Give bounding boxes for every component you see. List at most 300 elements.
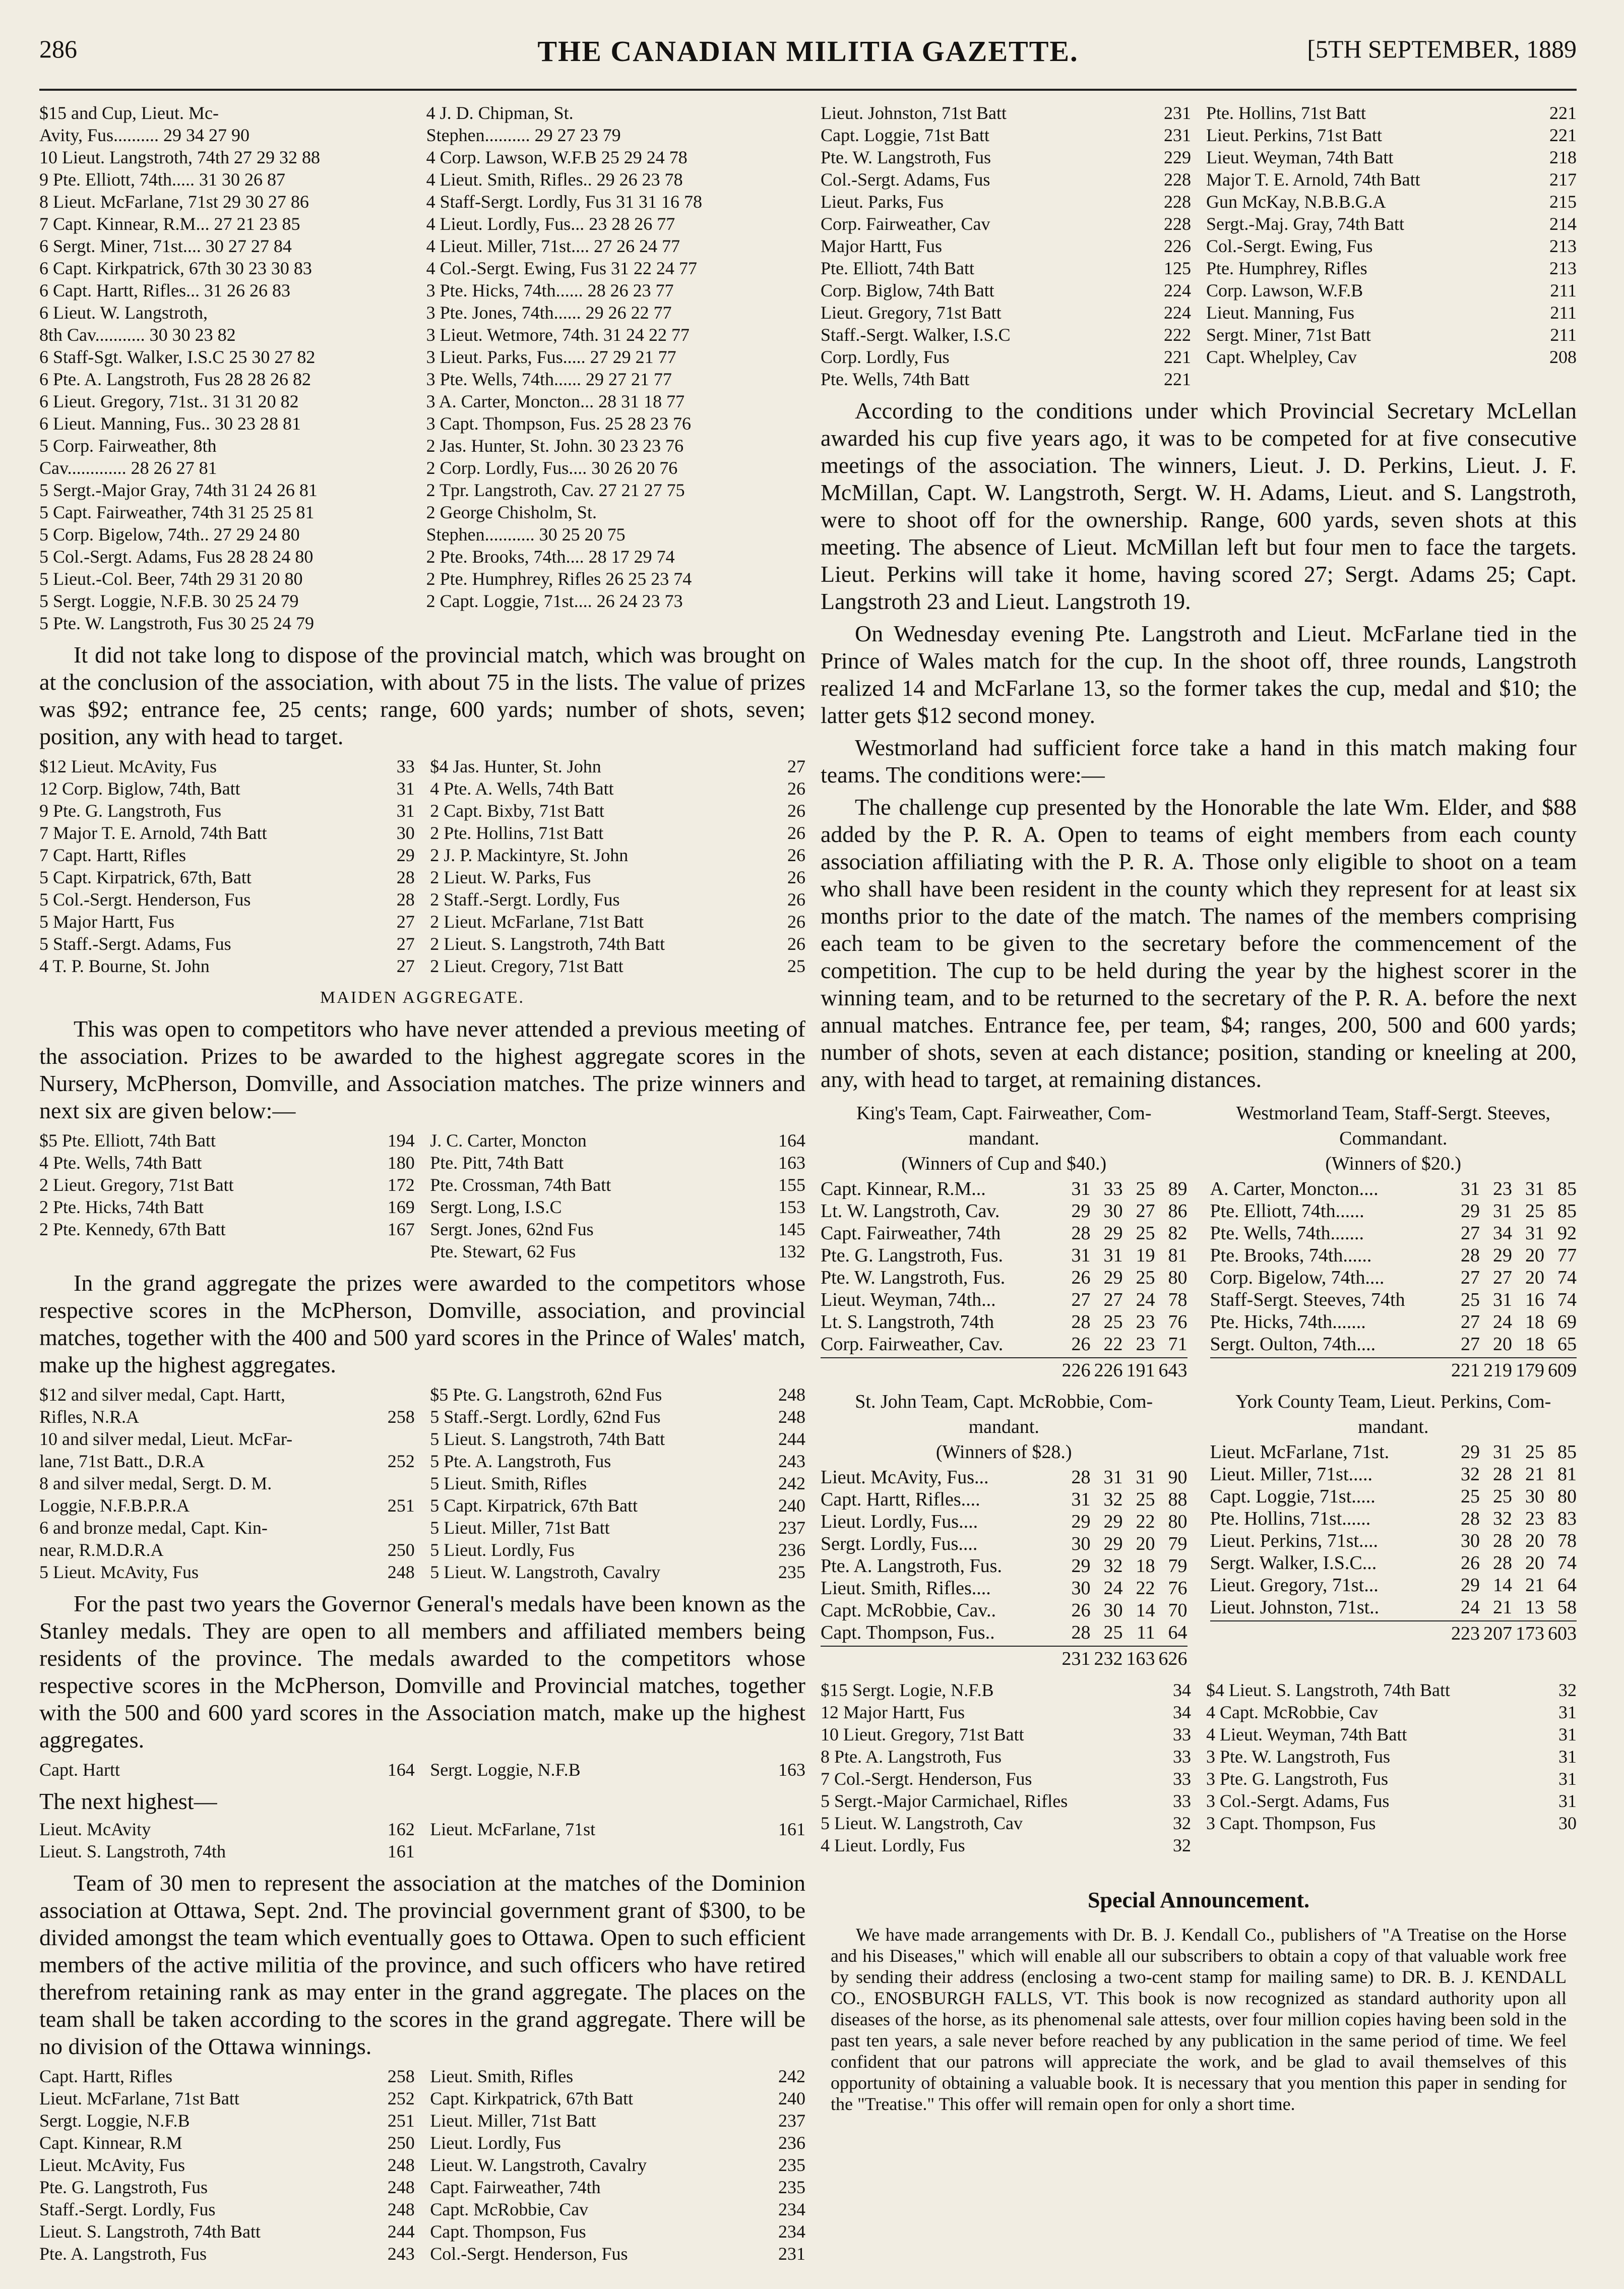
stanley-medals-paragraph: For the past two years the Governor General's medals have been known as the Stanley medals. They are open to all members and affiliated members being residents of the province. The medals awarded to the competitors whose respective scores in the McPherson, Domville and Provincial matches, together with the 500 and 600 yard scores in the Association match, make up the highest aggregates. [39,1591,805,1753]
entry-name: 5 Major Hartt, Fus [39,912,174,932]
entry-score: 228 [1164,214,1191,234]
team-score: 24 [1461,1597,1480,1618]
team-row [1210,1222,1577,1244]
entry-score: 248 [778,1407,805,1427]
team-row [1210,1596,1577,1618]
team-score: 27 [1103,1289,1123,1310]
list-item [1206,191,1577,213]
list-item: 2 Corp. Lordly, Fus.... 30 26 20 76 [426,458,678,478]
team-member-name: Pte. W. Langstroth, Fus. [821,1267,1006,1288]
entry-score: 32 [1558,1680,1577,1700]
list-item [39,2065,415,2087]
list-item [39,2110,415,2132]
team-score: 28 [1071,1467,1091,1488]
entry-score: 33 [1173,1791,1191,1811]
entry-name: 4 Capt. McRobbie, Cav [1206,1702,1378,1722]
entry-score: 217 [1549,169,1577,190]
maiden-aggregate-paragraph: This was open to competitors who have never attended a previous meeting of the association. Prizes to be awarded to the highest aggregate scores in the Nursery, McPherson, Domville, and Association matches. The prize winners and next six are given below:— [39,1016,805,1123]
team-member-name: Pte. Brooks, 74th...... [1210,1245,1372,1266]
list-item [39,755,415,777]
match-results-list-right [1206,1679,1577,1856]
team-score: 33 [1103,1178,1123,1199]
entry-name: Lieut. Smith, Rifles [430,2066,574,2086]
entry-score: 34 [1173,1680,1191,1700]
team-member-name: Lieut. Johnston, 71st.. [1210,1597,1380,1618]
list-item [39,1383,415,1406]
team-score: 20 [1136,1533,1155,1554]
aggregate-continued [821,102,1577,390]
team-score: 29 [1103,1267,1123,1288]
team-score: 19 [1136,1245,1155,1266]
entry-score: 28 [396,889,415,910]
entry-name: 3 Pte. W. Langstroth, Fus [1206,1746,1391,1767]
list-item [1206,168,1577,191]
list-item [430,2220,805,2243]
team-score: 85 [1557,1178,1577,1199]
entry-name: 12 Corp. Biglow, 74th, Batt [39,778,240,799]
entry-name: Lieut. Manning, Fus [1206,303,1354,323]
entry-score: 26 [787,889,805,910]
team-score: 65 [1557,1334,1577,1355]
entry-score: 164 [778,1130,805,1151]
team-score: 23 [1493,1178,1512,1199]
list-item [39,1450,415,1472]
list-item: 2 Pte. Humphrey, Rifles 26 25 23 74 [426,569,692,589]
list-item: 4 Lieut. Lordly, Fus... 23 28 26 77 [426,214,675,234]
entry-score: 242 [778,2066,805,2086]
team-row [821,1178,1188,1200]
list-item [430,755,805,777]
list-item: 3 A. Carter, Moncton... 28 31 18 77 [426,391,685,411]
team-score: 25 [1136,1267,1155,1288]
aggregate-continued-right [1206,102,1577,390]
column-right [821,99,1577,2115]
entry-name: Capt. Hartt [39,1760,120,1780]
list-item [430,844,805,866]
entry-name: Pte. Crossman, 74th Batt [430,1175,611,1195]
entry-score: 244 [778,1429,805,1449]
entry-score: 224 [1164,303,1191,323]
entry-score: 33 [1173,1769,1191,1789]
list-item [430,2154,805,2176]
team-score: 30 [1525,1486,1544,1507]
list-item [430,2132,805,2154]
list-item [39,1561,415,1583]
list-item: 2 George Chisholm, St. [426,502,597,522]
team-score: 58 [1557,1597,1577,1618]
list-item [430,1561,805,1583]
maiden-results [39,1129,805,1262]
team-score: 29 [1103,1533,1123,1554]
entry-name: 2 Lieut. S. Langstroth, 74th Batt [430,934,665,954]
entry-name: 5 Lieut. Miller, 71st Batt [430,1518,610,1538]
team-score: 32 [1461,1464,1480,1485]
list-item [821,168,1191,191]
list-item [821,368,1191,390]
entry-score: 31 [1558,1769,1577,1789]
entry-score: 33 [396,756,415,776]
team-score: 76 [1168,1578,1188,1599]
list-item: 8 Lieut. McFarlane, 71st 29 30 27 86 [39,192,309,212]
entry-name: Lieut. Perkins, 71st Batt [1206,125,1382,145]
next-highest-label: The next highest— [39,1788,217,1814]
entry-score: 163 [778,1153,805,1173]
team-heading: mandant. [968,1128,1039,1149]
team-member-name: Pte. Hollins, 71st...... [1210,1508,1371,1529]
list-item [39,1196,415,1218]
entry-score: 180 [387,1153,415,1173]
list-item [39,1472,415,1494]
team-score: 24 [1493,1311,1512,1333]
list-item: 5 Pte. W. Langstroth, Fus 30 25 24 79 [39,613,315,633]
entry-score: 213 [1549,258,1577,278]
list-item [1206,279,1577,302]
entry-name: Rifles, N.R.A [39,1407,139,1427]
entry-name: Lieut. Lordly, Fus [430,2133,561,2153]
team-total-value [1210,1359,1448,1381]
team-table [821,1391,1188,1670]
team-score: 29 [1493,1245,1512,1266]
list-item [39,1129,415,1152]
team-score: 31 [1136,1467,1155,1488]
list-item: 5 Corp. Bigelow, 74th.. 27 29 24 80 [39,524,300,545]
team-member-name: Capt. Fairweather, 74th [821,1223,1001,1244]
team-score: 64 [1557,1575,1577,1596]
entry-name: Pte. Pitt, 74th Batt [430,1153,564,1173]
team-member-name: Staff-Sergt. Steeves, 74th [1210,1289,1405,1310]
team-score: 28 [1071,1311,1091,1333]
list-item: 6 Capt. Hartt, Rifles... 31 26 26 83 [39,280,290,300]
team-score: 88 [1168,1489,1188,1510]
entry-name: 2 Lieut. McFarlane, 71st Batt [430,912,644,932]
list-item [430,866,805,888]
team-total [821,1646,1188,1670]
entry-score: 211 [1550,325,1577,345]
list-item [39,1406,415,1428]
entry-score: 162 [387,1819,415,1839]
list-item [430,822,805,844]
entry-score: 248 [387,1562,415,1582]
team-score: 16 [1525,1289,1544,1310]
team-score: 25 [1525,1441,1544,1463]
team-row [821,1289,1188,1311]
entry-name: Capt. Hartt, Rifles [39,2066,172,2086]
list-item [1206,257,1577,279]
team-score: 79 [1168,1555,1188,1577]
team-member-name: Lieut. McFarlane, 71st. [1210,1441,1390,1463]
entry-name: Lieut. McFarlane, 71st Batt [39,2088,239,2109]
entry-name: Sergt.-Maj. Gray, 74th Batt [1206,214,1404,234]
issue-date: [5TH SEPTEMBER, 1889 [1307,35,1577,63]
team-score: 21 [1525,1575,1544,1596]
list-item [430,1428,805,1450]
entry-name: Pte. A. Langstroth, Fus [39,2244,207,2264]
entry-score: 243 [387,2244,415,2264]
entry-name: $5 Pte. G. Langstroth, 62nd Fus [430,1384,662,1405]
list-item: 5 Sergt.-Major Gray, 74th 31 24 26 81 [39,480,318,500]
team-score: 78 [1557,1530,1577,1551]
team-row [1210,1485,1577,1508]
entry-score: 228 [1164,192,1191,212]
list-item [39,777,415,800]
entry-score: 169 [387,1197,415,1217]
team-score: 69 [1557,1311,1577,1333]
team-score: 14 [1136,1600,1155,1621]
entry-score: 27 [396,934,415,954]
team-row [821,1244,1188,1267]
maiden-results-left [39,1129,415,1262]
team-total-value [821,1359,1058,1381]
team-score: 25 [1103,1311,1123,1333]
entry-score: 248 [387,2155,415,2175]
entry-score: 27 [396,956,415,976]
entry-score: 214 [1549,214,1577,234]
team-score: 21 [1493,1597,1512,1618]
team-score: 30 [1461,1530,1480,1551]
team-score: 74 [1557,1267,1577,1288]
team-member-name: Pte. Hicks, 74th....... [1210,1311,1366,1333]
team-heading: (Winners of $20.) [1325,1153,1462,1174]
list-item [1206,235,1577,257]
list-item [430,888,805,911]
entry-score: 250 [387,2133,415,2153]
list-item [821,1701,1191,1723]
entry-name: 2 J. P. Mackintyre, St. John [430,845,629,865]
team-score: 24 [1136,1289,1155,1310]
entry-name: 5 Lieut. Smith, Rifles [430,1473,587,1493]
team-score: 31 [1103,1245,1123,1266]
entry-score: 252 [387,1451,415,1471]
team-table [821,1102,1188,1381]
team-score: 23 [1525,1508,1544,1529]
team-total-value: 231 [1061,1648,1091,1669]
entry-name: 5 Staff.-Sergt. Adams, Fus [39,934,231,954]
entry-name: 5 Capt. Kirpatrick, 67th Batt [430,1495,638,1516]
team-score: 31 [1071,1489,1091,1510]
list-item: 3 Lieut. Wetmore, 74th. 31 24 22 77 [426,325,690,345]
entry-name: Lieut. S. Langstroth, 74th [39,1841,226,1861]
grand-aggregate-results-left [39,1383,415,1583]
list-item [430,2065,805,2087]
entry-name: 2 Pte. Hicks, 74th Batt [39,1197,204,1217]
list-item [39,800,415,822]
entry-score: 228 [1164,169,1191,190]
list-item [39,866,415,888]
entry-score: 125 [1164,258,1191,278]
list-item [430,2087,805,2110]
team-row [821,1267,1188,1289]
match-results-list [821,1679,1577,1856]
entry-score: 236 [778,2133,805,2153]
list-item [1206,1812,1577,1834]
list-item: 6 Lieut. Manning, Fus.. 30 23 28 81 [39,413,301,434]
list-item [39,2198,415,2220]
entry-score: 26 [787,867,805,887]
list-item: Cav............. 28 26 27 81 [39,458,217,478]
list-item: 2 Capt. Loggie, 71st.... 26 24 23 73 [426,591,683,611]
list-item [821,1745,1191,1768]
list-item: 6 Sergt. Miner, 71st.... 30 27 27 84 [39,236,292,256]
team-score: 25 [1136,1489,1155,1510]
list-item [430,1196,805,1218]
list-item [430,933,805,955]
list-item: $15 and Cup, Lieut. Mc- [39,103,219,123]
entry-score: 27 [396,912,415,932]
entry-name: Pte. G. Langstroth, Fus [39,2177,208,2197]
team-score: 82 [1168,1223,1188,1244]
list-item: 4 J. D. Chipman, St. [426,103,574,123]
entry-name: Pte. Elliott, 74th Batt [821,258,974,278]
entry-name: Staff.-Sergt. Walker, I.S.C [821,325,1011,345]
list-item [821,1790,1191,1812]
team-score: 31 [1461,1178,1480,1199]
entry-score: 226 [1164,236,1191,256]
list-item: 9 Pte. Elliott, 74th..... 31 30 26 87 [39,169,286,190]
entry-score: 172 [387,1175,415,1195]
entry-name: near, R.M.D.R.A [39,1540,164,1560]
team-table [1210,1391,1577,1670]
entry-score: 258 [387,2066,415,2086]
entry-name: 9 Pte. G. Langstroth, Fus [39,801,222,821]
team-member-name: Lieut. Smith, Rifles.... [821,1578,991,1599]
team-score: 70 [1168,1600,1188,1621]
team-member-name: Sergt. Lordly, Fus.... [821,1533,978,1554]
list-item [39,2243,415,2265]
list-item [821,257,1191,279]
team-score: 89 [1168,1178,1188,1199]
list-item [430,2110,805,2132]
team-member-name: Lieut. McAvity, Fus... [821,1467,989,1488]
entry-name: Pte. Wells, 74th Batt [821,369,970,389]
team-score: 77 [1557,1245,1577,1266]
provincial-results [39,755,805,977]
entry-name: Capt. McRobbie, Cav [430,2199,589,2219]
entry-score: 194 [387,1130,415,1151]
team-score: 31 [1493,1200,1512,1222]
list-item [39,888,415,911]
entry-score: 31 [1558,1702,1577,1722]
list-item: 5 Lieut.-Col. Beer, 74th 29 31 20 80 [39,569,303,589]
entry-name: 4 Lieut. Lordly, Fus [821,1835,965,1855]
team-score: 79 [1168,1533,1188,1554]
list-item [430,2243,805,2265]
team-member-name: Sergt. Walker, I.S.C... [1210,1552,1377,1574]
team-score: 27 [1461,1334,1480,1355]
list-item: 3 Lieut. Parks, Fus..... 27 29 21 77 [426,347,676,367]
team-score: 29 [1103,1511,1123,1532]
entry-name: 3 Col.-Sergt. Adams, Fus [1206,1791,1390,1811]
team-score: 26 [1461,1552,1480,1574]
ottawa-team-list-left [39,2065,415,2265]
team-total [1210,1620,1577,1645]
provincial-match-paragraph: It did not take long to dispose of the provincial match, which was brought on at the conclusion of the association, with about 75 in the lists. The value of prizes was $92; entrance fee, 25 cents; range, 600 yards; number of shots, seven; position, any with head to target. [39,642,805,749]
entry-name: Pte. Hollins, 71st Batt [1206,103,1366,123]
challenge-cup-paragraph: The challenge cup presented by the Honorable the late Wm. Elder, and $88 added by the P. R. A. Open to teams of eight members from each county association affiliating with the P. R. A. Those only eligible to shoot on a team who shall have been resident in the county which they represent for at least six months prior to the date of the match. The names of the members comprising each team to be given to the secretary before the commencement of the competition. The cup to be held during the year by the highest scorer in the winning team, and to be returned to the secretary of the P. R. A. before the next annual matches. Entrance fee, per team, $4; ranges, 200, 500 and 600 yards; number of shots, seven at each distance; position, standing or kneeling at 200, any, with head to target, at remaining distances. [821,794,1577,1092]
list-item [1206,1723,1577,1745]
list-item [821,1834,1191,1856]
entry-name: 2 Lieut. W. Parks, Fus [430,867,591,887]
team-row [1210,1552,1577,1574]
team-row [821,1621,1188,1644]
team-total-value: 219 [1483,1360,1512,1381]
list-item [430,955,805,977]
team-heading: Westmorland Team, Staff-Sergt. Steeves, [1236,1103,1550,1124]
team-score: 71 [1168,1334,1188,1355]
entry-name: 10 and silver medal, Lieut. McFar- [39,1429,293,1449]
list-item: 2 Tpr. Langstroth, Cav. 27 21 27 75 [426,480,685,500]
entry-name: 4 Pte. Wells, 74th Batt [39,1153,202,1173]
team-total-value: 191 [1126,1360,1155,1381]
list-item [1206,1679,1577,1701]
entry-score: 26 [787,845,805,865]
team-score: 11 [1136,1622,1155,1643]
team-score: 34 [1493,1223,1512,1244]
team-score: 22 [1136,1578,1155,1599]
list-item: 4 Corp. Lawson, W.F.B 25 29 24 78 [426,147,688,167]
entry-name: Lieut. W. Langstroth, Cavalry [430,2155,647,2175]
team-row [821,1466,1188,1488]
entry-score: 242 [778,1473,805,1493]
team-heading: Commandant. [1339,1128,1448,1149]
team-heading: (Winners of $28.) [935,1441,1072,1463]
list-item [821,346,1191,368]
entry-name: 8 and silver medal, Sergt. D. M. [39,1473,272,1493]
list-item: 2 Pte. Brooks, 74th.... 28 17 29 74 [426,547,675,567]
list-item [39,1428,415,1450]
entry-score: 237 [778,1518,805,1538]
entry-name: $5 Pte. Elliott, 74th Batt [39,1130,216,1151]
team-score: 83 [1557,1508,1577,1529]
team-total-value [821,1648,1058,1670]
entry-score: 29 [396,845,415,865]
next-highest-results-right [430,1818,805,1862]
team-score: 29 [1071,1555,1091,1577]
entry-name: 5 Lieut. S. Langstroth, 74th Batt [430,1429,665,1449]
results-list-top-right [426,102,805,634]
entry-score: 236 [778,1540,805,1560]
entry-score: 231 [778,2244,805,2264]
entry-name: Pte. W. Langstroth, Fus [821,147,991,167]
entry-name: Sergt. Loggie, N.F.B [430,1760,581,1780]
team-score: 21 [1525,1464,1544,1485]
list-item: Stephen........... 30 25 20 75 [426,524,626,545]
entry-score: 224 [1164,280,1191,300]
list-item [39,1174,415,1196]
entry-score: 234 [778,2221,805,2242]
entry-name: 10 Lieut. Gregory, 71st Batt [821,1724,1024,1744]
team-row [1210,1441,1577,1463]
entry-name: Capt. Kirkpatrick, 67th Batt [430,2088,634,2109]
team-score: 86 [1168,1200,1188,1222]
entry-score: 243 [778,1451,805,1471]
westmorland-paragraph: Westmorland had sufficient force take a hand in this match making four teams. The conditions were:— [821,735,1577,788]
entry-score: 218 [1549,147,1577,167]
team-row [1210,1530,1577,1552]
ottawa-team-list-right [430,2065,805,2265]
entry-name: Pte. Stewart, 62 Fus [430,1241,576,1261]
team-member-name: Pte. Elliott, 74th...... [1210,1200,1364,1222]
list-item [430,1129,805,1152]
team-score: 92 [1557,1223,1577,1244]
masthead-title: THE CANADIAN MILITIA GAZETTE. [537,35,1079,68]
special-announcement-heading: Special Announcement. [1087,1888,1310,1912]
team-score: 30 [1071,1533,1091,1554]
list-item [1206,124,1577,146]
list-item: 5 Sergt. Loggie, N.F.B. 30 25 24 79 [39,591,299,611]
list-item [1206,102,1577,124]
entry-name: 8 Pte. A. Langstroth, Fus [821,1746,1002,1767]
entry-name: 7 Major T. E. Arnold, 74th Batt [39,823,267,843]
